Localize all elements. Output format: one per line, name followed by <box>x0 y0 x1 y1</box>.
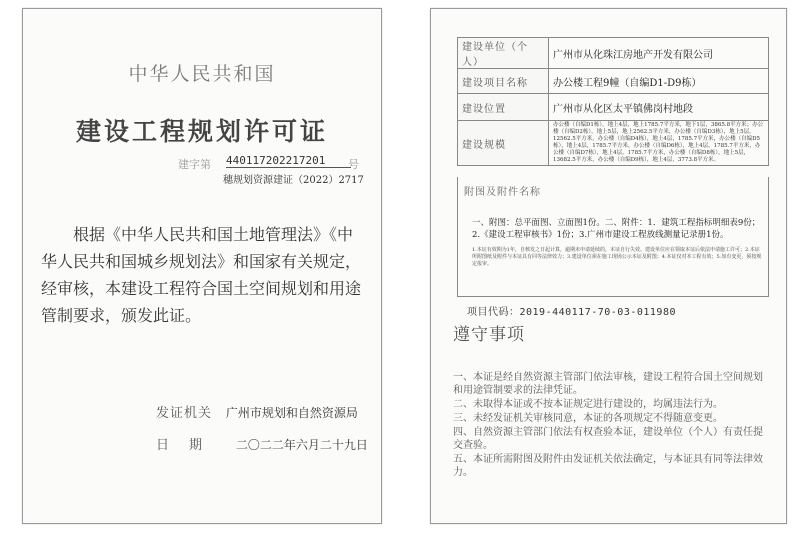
table-row <box>458 94 769 121</box>
certificate-back-page <box>430 8 787 524</box>
table-row <box>458 69 769 94</box>
rule-item: 五、本证所需附图及附件由发证机关依法确定，与本证具有同等法律效力。 <box>453 454 763 478</box>
table-row <box>458 38 769 69</box>
row-label: 建设单位（个人） <box>458 38 549 69</box>
row-label: 建设项目名称 <box>458 69 549 94</box>
table-row <box>458 121 769 166</box>
row-value: 广州市从化珠江房地产开发有限公司 <box>549 38 769 69</box>
attachments-note: 1.本证有效期为1年，自核发之日起计算，逾期未申请延续的，本证自行失效。建设单位应在领取本证后依法申请施工许可；2.本证所附图纸及附件与本证具有同等法律效力；3.建设单位须在施工现场公示本证及附图；4.本证仅对本工程有效；5.如有变更，须按规定报审。 <box>472 247 762 267</box>
issuer-value: 广州市规划和自然资源局 <box>225 406 358 420</box>
date-value: 二〇二二年六月二十九日 <box>235 438 368 452</box>
cert-no-label: 建字第 <box>178 158 211 171</box>
issuance-statement: 根据《中华人民共和国土地管理法》《中华人民共和国城乡规划法》和国家有关规定，经审核，本建设工程符合国土空间规划和用途管制要求，颁发此证。 <box>41 225 362 325</box>
rule-item: 三、未经发证机关审核同意，本证的各项规定不得随意变更。 <box>453 413 723 424</box>
certificate-front-page <box>22 8 382 524</box>
row-value: 广州市从化区太平镇佛岗村地段 <box>549 94 769 121</box>
cert-no-suffix: 号 <box>348 158 359 171</box>
row-label: 建设位置 <box>458 94 549 121</box>
observance-rules <box>453 371 768 480</box>
row-label: 建设规模 <box>458 121 549 166</box>
rule-item: 四、自然资源主管部门依法有权查验本证，建设单位（个人）有责任提交查验。 <box>453 427 763 451</box>
country-name: 中华人民共和国 <box>128 63 276 85</box>
attachments-box <box>457 177 769 297</box>
certificate-title: 建设工程规划许可证 <box>75 117 328 146</box>
observance-title: 遵守事项 <box>453 325 525 345</box>
rule-item: 一、本证是经自然资源主管部门依法审核，建设工程符合国土空间规划和用途管制要求的法律凭证。 <box>453 372 763 396</box>
attachments-label: 附图及附件名称 <box>464 187 541 198</box>
issuer-label: 发证机关 <box>156 406 213 421</box>
cert-sub-number: 穗规划资源建证（2022）2717 <box>223 175 364 186</box>
row-value: 办公楼（自编D1栋），地上4层，地上1785.7平方米，地下1层，3865.8平方米；办公楼（自编D2栋），地上5层，地上2562.5平方米，办公楼（自编D3栋），地上5层，12562.5平方米，办公楼（自编D4栋），地上4层，1785.7平方米，办公楼（自编D5栋），地上4层，1785.7平方米，办公楼（自编D6栋），地上4层，1785.7平方米，办公楼（自编D7栋），地上4层，1785.7平方米，办公楼（自编D8栋），地上5层，13682.5平方米，办公楼（自编D9栋），地上4层，3773.8平方米。 <box>549 121 769 166</box>
cert-no-value: 440117202217201 <box>226 154 351 168</box>
issuer-row <box>156 402 358 421</box>
project-code: 项目代码：2019-440117-70-03-011980 <box>467 307 676 318</box>
row-value: 办公楼工程9幢（自编D1-D9栋） <box>549 69 769 94</box>
project-info-table <box>457 37 769 166</box>
date-label: 日期 <box>156 438 223 453</box>
date-row <box>156 434 368 453</box>
rule-item: 二、未取得本证或不按本证规定进行建设的，均属违法行为。 <box>453 399 723 410</box>
attachments-list: 一、附图：总平面图、立面图1份。二、附件：1．建筑工程指标明细表9份；2.《建设工程审核书》1份；3.广州市建设工程放线测量记录册1份。 <box>472 218 761 240</box>
